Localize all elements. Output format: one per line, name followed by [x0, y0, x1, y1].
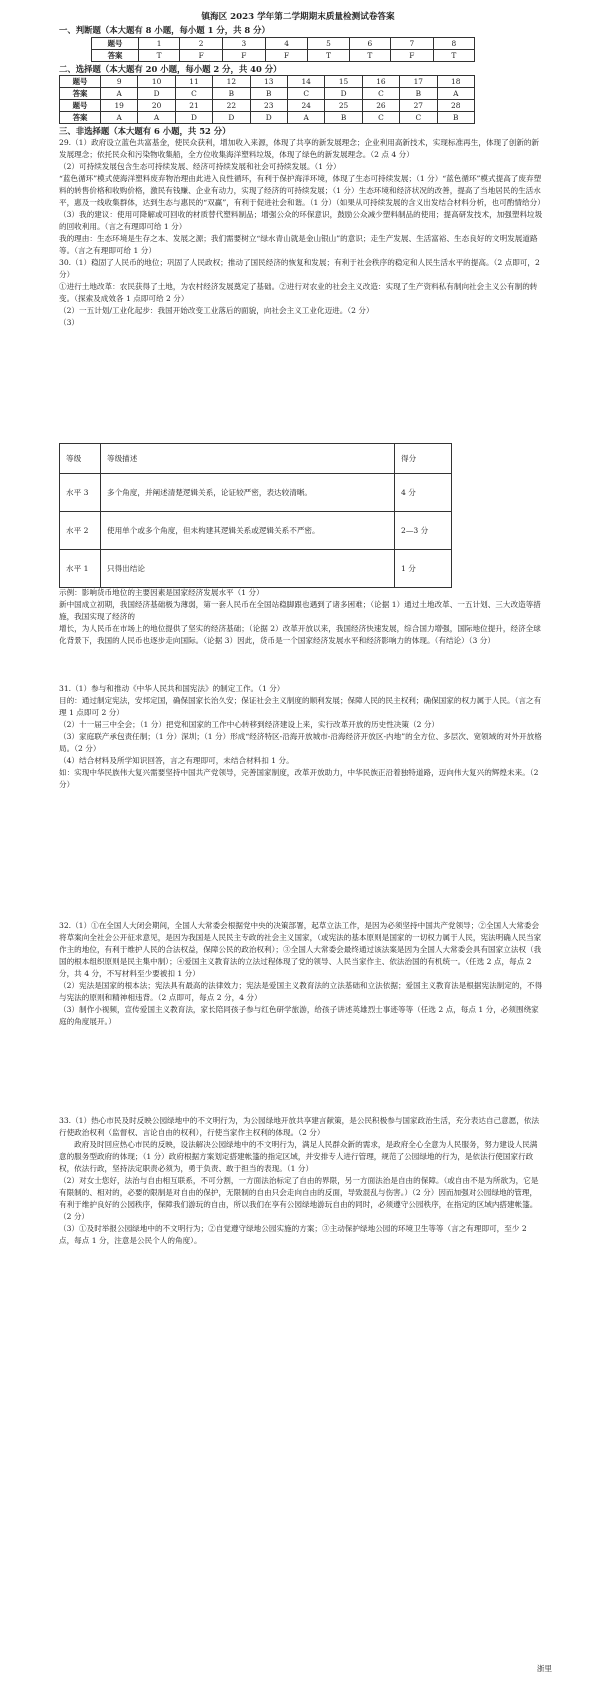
table-cell: 多个角度，并阐述清楚逻辑关系，论证较严密，表达较清晰。	[101, 474, 395, 512]
answer-paragraph: （2）对女士您好，法治与自由相互联系，不可分割，一方面法治标定了自由的界限，另一方面法治是自由的保障。（或自由不是为所欲为，它是有限制的、相对的，必要的限制是对自由的保护，无限制的自由只会走向自由的反面，导致混乱与伤害。）（2 分）因而加强对公园绿地的管理，有利于维护良好的公园秩序，保障我们游玩的自由，所以我们在享有公园绿地游玩自由的同时，必须遵守公园秩序，在指定的区域内搭建帐篷。（2 分）	[59, 1176, 539, 1221]
answer-paragraph: 示例：影响货币地位的主要因素是国家经济发展水平（1 分）	[59, 588, 264, 597]
table-cell: 12	[213, 76, 250, 88]
table-cell: 2	[180, 38, 223, 50]
judgement-answer-row	[92, 50, 475, 62]
table-cell: 1 分	[395, 550, 452, 588]
section3-heading: 三、非选择题（本大题有 6 小题，共 52 分）	[59, 126, 231, 136]
table-cell: 25	[325, 100, 362, 112]
table-cell: 水平 1	[60, 550, 101, 588]
question-31-answers	[59, 683, 543, 791]
answer-paragraph: （4）结合材料及所学知识回答，言之有理即可，未结合材料扣 1 分。	[59, 756, 294, 765]
table-row	[60, 100, 475, 112]
answer-paragraph: 我的理由：生态环境是生存之本、发展之源；我们需要树立“绿水青山就是金山银山”的意识；走生产发展、生活富裕、生态良好的文明发展道路等。（言之有理即可给 1 分）	[59, 234, 538, 255]
answer-paragraph: （3）家庭联产承包责任制；（1 分）深圳；（1 分）形成“经济特区-沿海开放城市-沿海经济开放区-内地”的全方位、多层次、宽领域的对外开放格局。（2 分）	[59, 732, 542, 753]
table-cell: B	[400, 88, 437, 100]
table-cell: 27	[400, 100, 437, 112]
answer-paragraph: （2）十一届三中全会；（1 分）把党和国家的工作中心转移到经济建设上来，实行改革开放的历史性决策（2 分）	[59, 720, 440, 729]
table-cell: 18	[437, 76, 474, 88]
question-30-example	[59, 587, 543, 647]
section2-heading: 二、选择题（本大题有 20 小题，每小题 2 分，共 40 分）	[59, 64, 282, 74]
table-cell: A	[287, 112, 324, 124]
choice-answer-table	[59, 75, 475, 124]
table-cell: 13	[250, 76, 287, 88]
table-cell: 4 分	[395, 474, 452, 512]
table-cell: 1	[139, 38, 180, 50]
table-cell: 使用单个或多个角度，但未构建其逻辑关系或逻辑关系不严密。	[101, 512, 395, 550]
answer-paragraph: 32.（1）①在全国人大闭会期间，全国人大常委会根据党中央的决策部署，起草立法工作，是因为必须坚持中国共产党领导；②全国人大常委会将草案向全社会公开征求意见，是因为我国是人民民主专政的社会主义国家，（或宪法的基本原则是国家的一切权力属于人民，宪法明确人民当家作主的地位，有利于维护人民的合法权益，保障公民的政治权利）；③全国人大常委会最终通过该法案是因为全国人大常委会具有国家立法权（我国的根本组织原则是民主集中制）；④爱国主义教育法的立法过程体现了党的领导、人民当家作主、依法治国的有机统一。（任选 2 点，每点 2 分，共 4 分，不写材料至少要被扣 1 分）	[59, 921, 542, 978]
table-cell: 20	[138, 100, 175, 112]
table-cell: A	[101, 88, 138, 100]
table-cell: 26	[362, 100, 399, 112]
table-cell: 14	[287, 76, 324, 88]
table-cell: 7	[390, 38, 433, 50]
table-cell: 题号	[92, 38, 139, 50]
table-cell: 只得出结论	[101, 550, 395, 588]
table-cell: C	[400, 112, 437, 124]
table-cell: D	[138, 88, 175, 100]
table-row	[60, 112, 475, 124]
table-cell: 2—3 分	[395, 512, 452, 550]
answer-paragraph: （2）一五计划/工业化起步：我国开始改变工业落后的面貌，向社会主义工业化迈进。（2 分）	[59, 306, 374, 315]
table-row	[60, 512, 452, 550]
table-cell: B	[325, 112, 362, 124]
table-cell: 4	[265, 38, 308, 50]
table-header-cell: 等级	[60, 444, 101, 474]
table-cell: F	[390, 50, 433, 62]
answer-paragraph: 新中国成立初期，我国经济基础极为薄弱，第一套人民币在全国站稳脚跟也遇到了诸多困难；（论据 1）通过土地改革、一五计划、三大改造等措施，我国实现了经济的	[59, 600, 541, 621]
answer-paragraph: 29.（1）政府设立蓝色共富基金，使民众获利，增加收入来源，体现了共享的新发展理念；企业利用高新技术，实现标准再生，体现了创新的新发展理念；依托民众和污染物收集船，全方位收集海洋塑料垃圾，体现了绿色的新发展理念。（2 点 4 分）	[59, 138, 540, 159]
table-cell: D	[325, 88, 362, 100]
answer-paragraph: （2）宪法是国家的根本法；宪法具有最高的法律效力；宪法是爱国主义教育法的立法基础和立法依据；爱国主义教育法是根据宪法制定的，不得与宪法的原则和精神相违背。（2 点即可，每点 2 分，4 分）	[59, 981, 543, 1002]
answer-paragraph: （3）①及时举报公园绿地中的不文明行为；②自觉遵守绿地公园实施的方案；③主动保护绿地公园的环境卫生等等（言之有理即可，至少 2 点，每点 1 分，注意是公民个人的角度）。	[59, 1224, 527, 1245]
footer-mark: 浙里	[536, 1664, 552, 1673]
table-cell: 19	[101, 100, 138, 112]
answer-paragraph: 政府及时回应热心市民的反映，设法解决公园绿地中的不文明行为，满足人民群众新的需求，是政府全心全意为人民服务，努力建设人民满意的服务型政府的体现；（1 分）政府根据方案划定搭建帐篷的指定区域，并安排专人进行管理，规范了公园绿地的行为，是依法行使国家行政权，依法行政，坚持法定职责必须为，勇于负责、敢于担当的表现。（1 分）	[59, 1140, 538, 1173]
table-cell: 16	[362, 76, 399, 88]
table-cell: 11	[175, 76, 212, 88]
table-cell: F	[180, 50, 223, 62]
table-cell: 3	[222, 38, 265, 50]
table-cell: F	[222, 50, 265, 62]
table-cell: A	[101, 112, 138, 124]
table-cell: 答案	[92, 50, 139, 62]
table-cell: 水平 3	[60, 474, 101, 512]
question-29-30-answers	[59, 137, 543, 329]
question-33-answers	[59, 1115, 543, 1247]
table-cell: 水平 2	[60, 512, 101, 550]
table-cell: 题号	[60, 100, 101, 112]
table-cell: 9	[101, 76, 138, 88]
table-cell: F	[265, 50, 308, 62]
answer-paragraph: （3）制作小视频，宣传爱国主义教育法，家长陪同孩子参与红色研学旅游，给孩子讲述英雄烈士事迹等等（任选 2 点，每点 1 分，必须围绕家庭的角度展开。）	[59, 1005, 539, 1026]
table-cell: D	[250, 112, 287, 124]
table-cell: 答案	[60, 112, 101, 124]
answer-paragraph: （2）可持续发展包含生态可持续发展、经济可持续发展和社会可持续发展。（1 分）	[59, 162, 341, 171]
table-cell: 6	[349, 38, 390, 50]
judgement-answer-table	[91, 37, 475, 62]
table-cell: D	[175, 112, 212, 124]
answer-paragraph: 增长，为人民币在市场上的地位提供了坚实的经济基础；（论据 2）改革开放以来，我国经济快速发展，综合国力增强，国际地位提升，经济全球化背景下，我国的人民币也逐步走向国际。（论据 3）因此，货币是一个国家经济发展水平和经济影响力的体现。（有结论）（3 分）	[59, 624, 541, 645]
table-cell: C	[287, 88, 324, 100]
document-title: 镇海区 2023 学年第二学期期末质量检测试卷答案	[201, 12, 395, 22]
table-row	[60, 88, 475, 100]
answer-paragraph: 33.（1）热心市民及时反映公园绿地中的不文明行为，为公园绿地开放共享建言献策，是公民积极参与国家政治生活，充分表达自己意愿，依法行使政治权利（监督权、言论自由的权利），行使当家作主权利的体现。（2 分）	[59, 1116, 540, 1137]
table-cell: C	[175, 88, 212, 100]
table-cell: A	[437, 88, 474, 100]
scoring-rubric-table	[59, 443, 452, 588]
table-cell: T	[349, 50, 390, 62]
table-cell: 21	[175, 100, 212, 112]
table-cell: 28	[437, 100, 474, 112]
table-cell: 23	[250, 100, 287, 112]
section1-heading: 一、判断题（本大题有 8 小题，每小题 1 分，共 8 分）	[59, 25, 270, 35]
answer-paragraph: “蓝色循环”模式使海洋塑料废弃物治理由此进入良性循环，有利于保护海洋环境，体现了生态可持续发展；（1 分）“蓝色循环”模式提高了废弃塑料的转售价格和收购价格，激民有钱赚、企业有动力，实现了经济的可持续发展；（1 分）生态环境和经济状况的改善，提高了当地居民的生活水平，惠及一线收集群体，达到生态与惠民的“双赢”，有利于促进社会和谐。（1 分）（如果从可持续发展的含义出发结合材料分析，也可酌情给分）	[59, 174, 545, 207]
table-row	[60, 550, 452, 588]
table-cell: 17	[400, 76, 437, 88]
table-cell: B	[437, 112, 474, 124]
answer-paragraph: 如：实现中华民族伟大复兴需要坚持中国共产党领导，完善国家制度，改革开放助力，中华民族正沿着独特道路，迈向伟大复兴的辉煌未来。（2 分）	[59, 768, 539, 789]
table-header-cell: 等级描述	[101, 444, 395, 474]
table-cell: 题号	[60, 76, 101, 88]
table-row	[60, 444, 452, 474]
table-cell: 24	[287, 100, 324, 112]
table-cell: T	[308, 50, 349, 62]
answer-paragraph: ①进行土地改革：农民获得了土地，为农村经济发展奠定了基础。②进行对农业的社会主义改造：实现了生产资料私有制向社会主义公有制的转变。（探索及成效各 1 点即可给 2 分）	[59, 282, 538, 303]
answer-paragraph: 31.（1）参与和推动《中华人民共和国宪法》的制定工作。（1 分）	[59, 684, 285, 693]
table-cell: A	[138, 112, 175, 124]
table-cell: 22	[213, 100, 250, 112]
question-32-answers	[59, 920, 543, 1028]
table-cell: 5	[308, 38, 349, 50]
table-row	[60, 474, 452, 512]
table-header-cell: 得分	[395, 444, 452, 474]
judgement-number-row	[92, 38, 475, 50]
table-cell: T	[139, 50, 180, 62]
table-cell: 8	[433, 38, 474, 50]
table-cell: 10	[138, 76, 175, 88]
table-cell: B	[213, 88, 250, 100]
table-cell: 15	[325, 76, 362, 88]
table-cell: C	[362, 88, 399, 100]
table-cell: T	[433, 50, 474, 62]
table-cell: D	[213, 112, 250, 124]
answer-paragraph: 目的：通过制定宪法，安邦定国，确保国家长治久安；保证社会主义制度的顺利发展；保障人民的民主权利；确保国家的权力属于人民。（言之有理 1 点即可 2 分）	[59, 696, 542, 717]
table-row	[60, 76, 475, 88]
answer-paragraph: （3）我的建议：使用可降解或可回收的材质替代塑料制品；增强公众的环保意识，鼓励公众减少塑料制品的使用；提高研发技术，加强塑料垃圾的回收利用。（言之有理即可给 1 分）	[59, 210, 543, 231]
answer-paragraph: 30.（1）稳固了人民币的地位；巩固了人民政权；推动了国民经济的恢复和发展；有利于社会秩序的稳定和人民生活水平的提高。（2 点即可，2 分）	[59, 258, 540, 279]
table-cell: 答案	[60, 88, 101, 100]
table-cell: C	[362, 112, 399, 124]
table-cell: B	[250, 88, 287, 100]
answer-paragraph: （3）	[59, 318, 80, 327]
